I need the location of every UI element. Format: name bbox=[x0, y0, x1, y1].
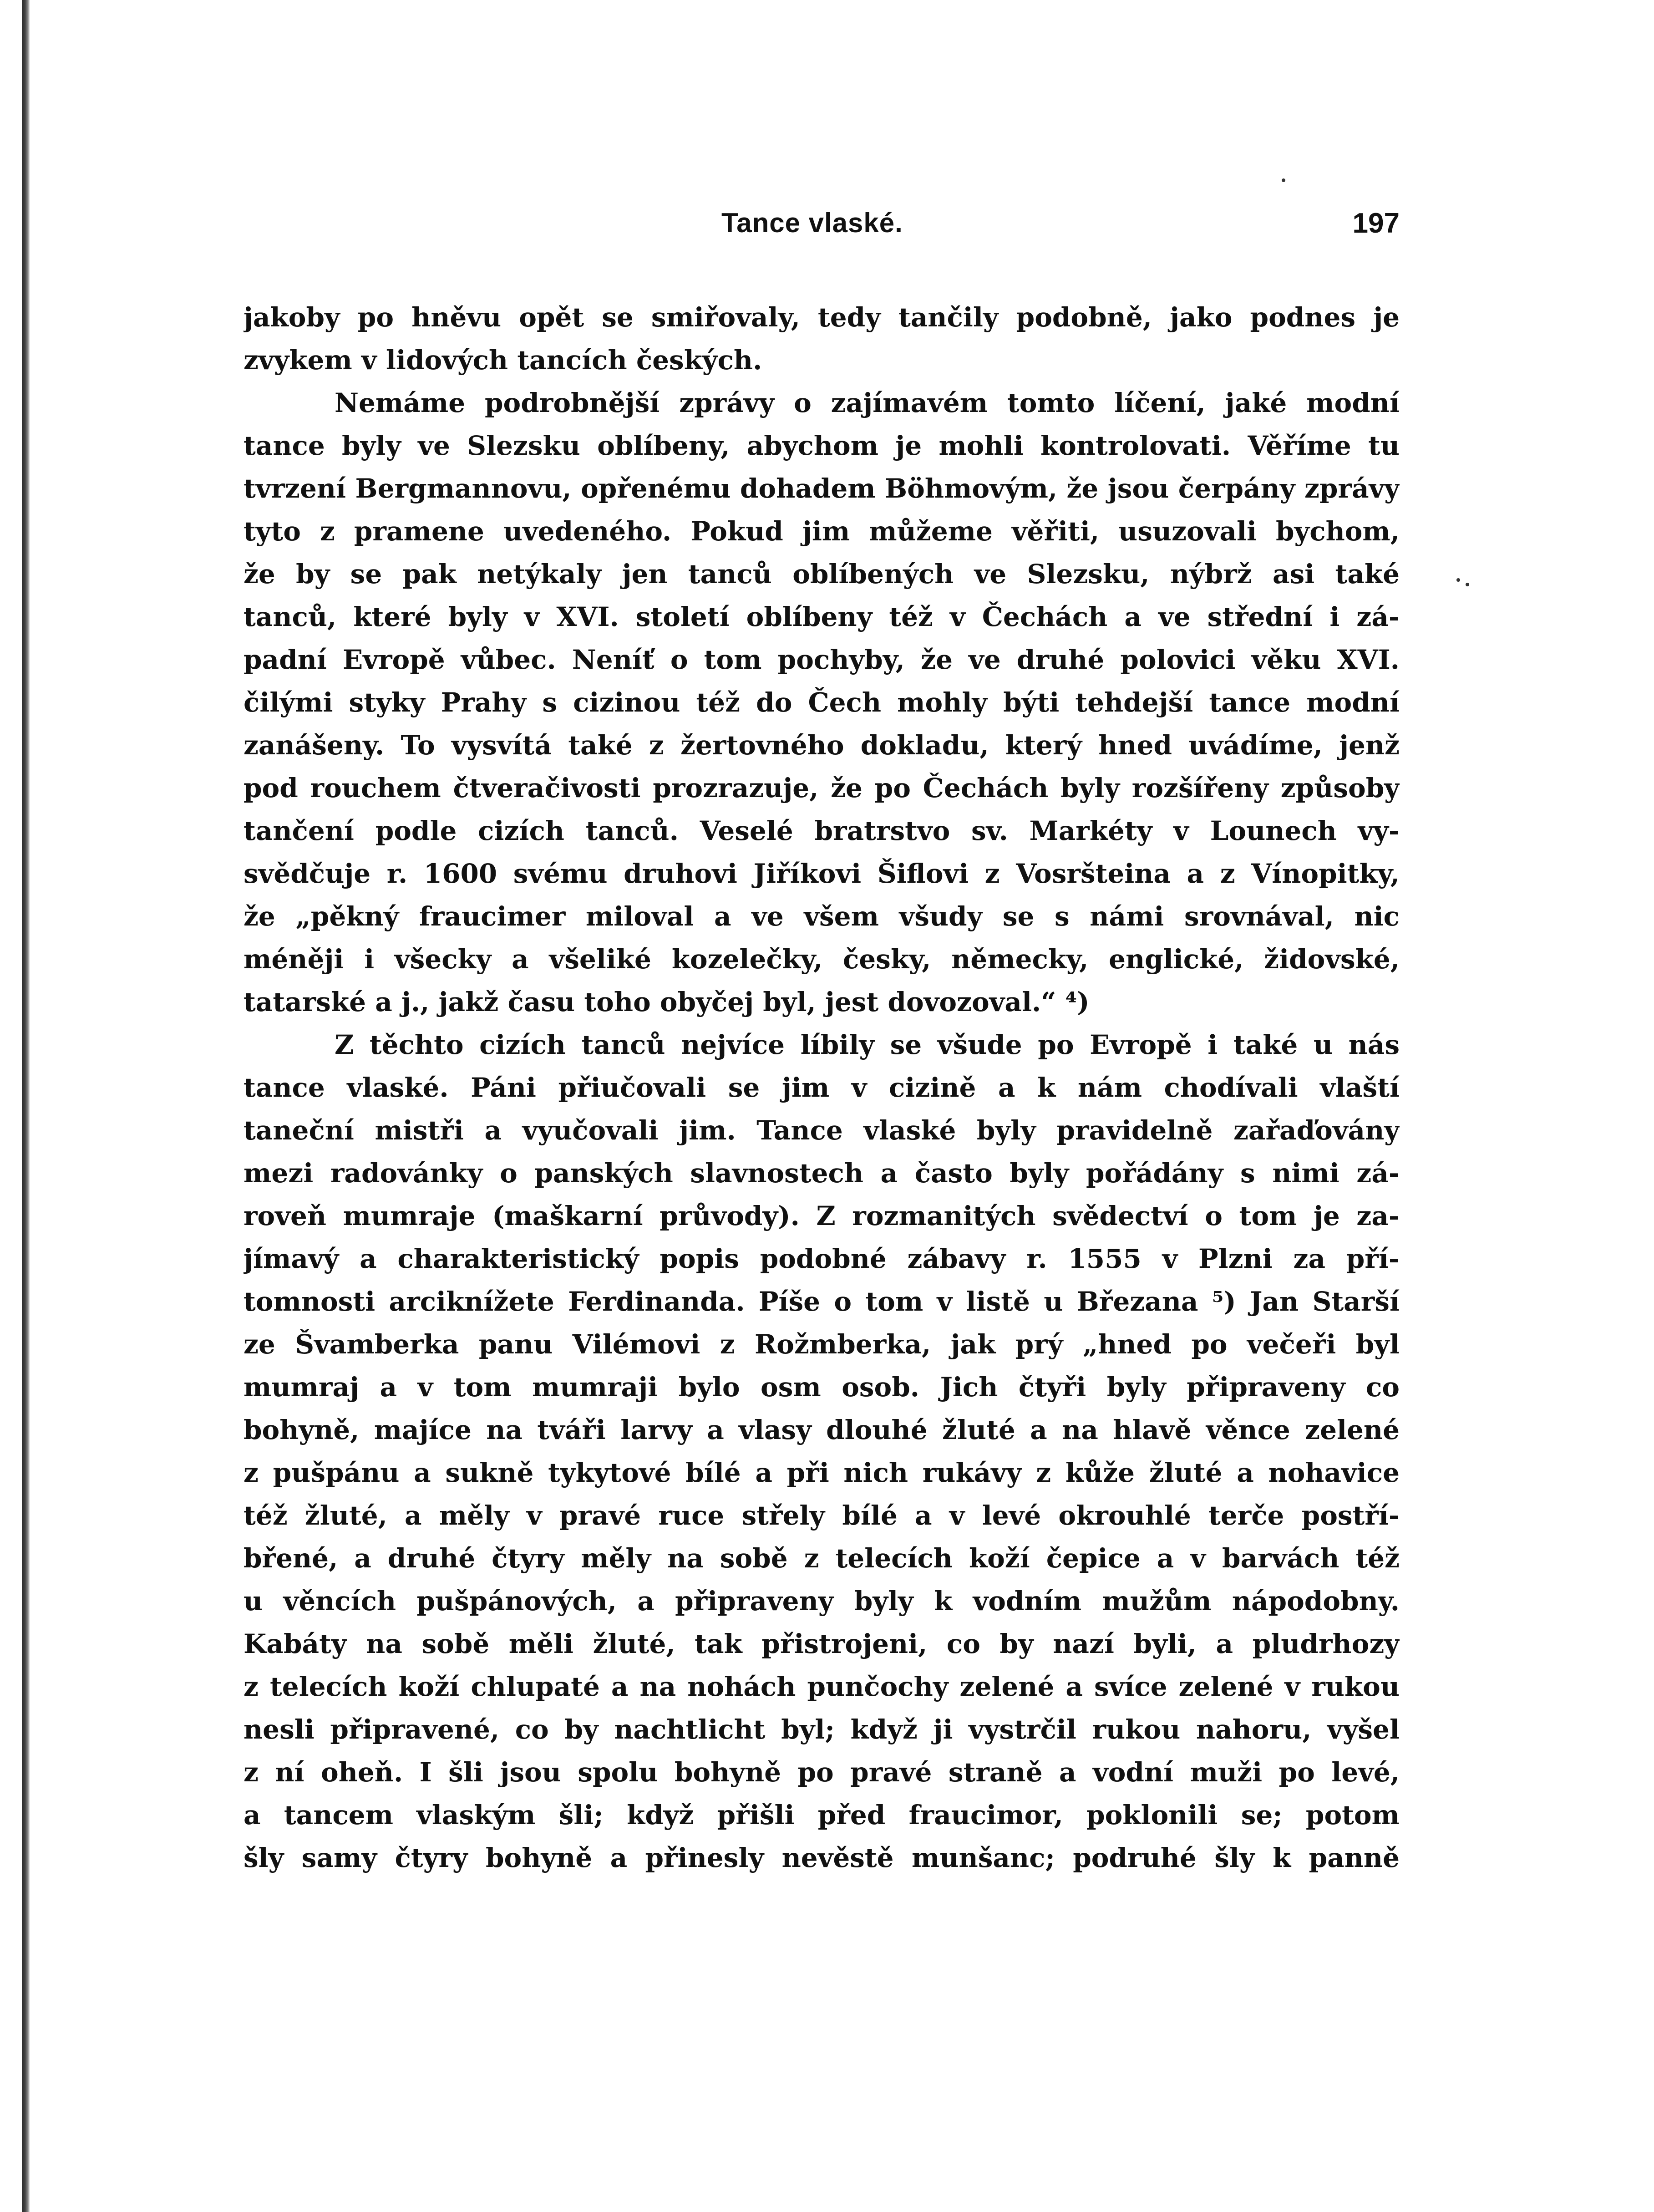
text-line: nesli připravené, co by nachtlicht byl; když ji vystrčil rukou nahoru, vyšel bbox=[244, 1714, 1400, 1745]
text-line: jakoby po hněvu opět se smiřovaly, tedy tančily podobně, jako podnes je bbox=[244, 302, 1400, 333]
text-line: mumraj a v tom mumraji bylo osm osob. Jich čtyři byly připraveny co bbox=[244, 1372, 1400, 1403]
page-number: 197 bbox=[1352, 208, 1400, 239]
text-line: Nemáme podrobnější zprávy o zajímavém tomto líčení, jaké modní bbox=[335, 387, 1400, 418]
text-line: že by se pak netýkaly jen tanců oblíbených ve Slezsku, nýbrž asi také bbox=[244, 559, 1400, 590]
text-line: zanášeny. To vysvítá také z žertovného dokladu, který hned uvádíme, jenž bbox=[244, 730, 1400, 761]
text-line: tyto z pramene uvedeného. Pokud jim můžeme věřiti, usuzovali bychom, bbox=[244, 516, 1400, 547]
text-line: že „pěkný fraucimer miloval a ve všem všudy se s námi srovnával, nic bbox=[244, 901, 1400, 932]
text-line: tance vlaské. Páni přiučovali se jim v cizině a k nám chodívali vlaští bbox=[244, 1072, 1400, 1103]
text-line: břené, a druhé čtyry měly na sobě z telecích koží čepice a v barvách též bbox=[244, 1543, 1400, 1574]
text-line: pod rouchem čtveračivosti prozrazuje, že po Čechách byly rozšířeny způsoby bbox=[244, 773, 1400, 803]
text-line: tance byly ve Slezsku oblíbeny, abychom je mohli kontrolovati. Věříme tu bbox=[244, 430, 1400, 461]
running-title: Tance vlaské. bbox=[721, 208, 903, 238]
text-line: tvrzení Bergmannovu, opřenému dohadem Böhmovým, že jsou čerpány zprávy bbox=[244, 473, 1400, 504]
text-line: tatarské a j., jakž času toho obyčej byl, jest dovozoval.“ ⁴) bbox=[244, 987, 1090, 1017]
text-line: padní Evropě vůbec. Neníť o tom pochyby, že ve druhé polovici věku XVI. bbox=[244, 644, 1400, 675]
page-header bbox=[244, 207, 1400, 253]
body-text bbox=[244, 296, 1400, 1879]
text-line: tomnosti arciknížete Ferdinanda. Píše o tom v listě u Březana ⁵) Jan Starší bbox=[244, 1286, 1400, 1317]
text-line: šly samy čtyry bohyně a přinesly nevěstě munšanc; podruhé šly k panně bbox=[244, 1842, 1400, 1873]
text-line: bohyně, majíce na tváři larvy a vlasy dlouhé žluté a na hlavě věnce zelené bbox=[244, 1414, 1400, 1445]
text-line: ze Švamberka panu Vilémovi z Rožmberka, jak prý „hned po večeři byl bbox=[244, 1329, 1400, 1360]
text-line: z pušpánu a sukně tykytové bílé a při nich rukávy z kůže žluté a nohavice bbox=[244, 1457, 1400, 1488]
scan-margin bbox=[0, 0, 22, 2212]
text-line: z telecích koží chlupaté a na nohách punčochy zelené a svíce zelené v rukou bbox=[244, 1671, 1400, 1702]
text-line: tančení podle cizích tanců. Veselé bratrstvo sv. Markéty v Lounech vy- bbox=[244, 815, 1400, 846]
text-line: taneční mistři a vyučovali jim. Tance vlaské byly pravidelně zařaďovány bbox=[244, 1115, 1400, 1146]
scan-speck bbox=[1466, 583, 1469, 586]
scan-speck bbox=[1456, 578, 1460, 582]
text-line: svědčuje r. 1600 svému druhovi Jiříkovi Šiflovi z Vosršteina a z Vínopitky, bbox=[244, 858, 1400, 889]
text-line: mezi radovánky o panských slavnostech a často byly pořádány s nimi zá- bbox=[244, 1158, 1400, 1189]
scan-binding-edge bbox=[22, 0, 30, 2212]
text-line: tanců, které byly v XVI. století oblíbeny též v Čechách a ve střední i zá- bbox=[244, 601, 1400, 632]
text-line: čilými styky Prahy s cizinou též do Čech mohly býti tehdejší tance modní bbox=[244, 687, 1400, 718]
text-line: méněji i všecky a všeliké kozelečky, česky, německy, englické, židovské, bbox=[244, 944, 1400, 975]
text-line: též žluté, a měly v pravé ruce střely bílé a v levé okrouhlé terče postří- bbox=[244, 1500, 1400, 1531]
text-line: roveň mumraje (maškarní průvody). Z rozmanitých svědectví o tom je za- bbox=[244, 1200, 1400, 1231]
text-line: z ní oheň. I šli jsou spolu bohyně po pravé straně a vodní muži po levé, bbox=[244, 1757, 1400, 1788]
text-line: zvykem v lidových tancích českých. bbox=[244, 345, 762, 376]
text-line: a tancem vlaským šli; když přišli před fraucimor, poklonili se; potom bbox=[244, 1800, 1400, 1831]
text-line: Z těchto cizích tanců nejvíce líbily se všude po Evropě i také u nás bbox=[335, 1029, 1400, 1060]
scan-speck bbox=[1282, 178, 1285, 182]
text-line: jímavý a charakteristický popis podobné zábavy r. 1555 v Plzni za pří- bbox=[244, 1243, 1400, 1274]
text-line: Kabáty na sobě měli žluté, tak přistrojeni, co by nazí byli, a pludrhozy bbox=[244, 1628, 1400, 1659]
text-line: u věncích pušpánových, a připraveny byly k vodním mužům nápodobny. bbox=[244, 1586, 1400, 1617]
